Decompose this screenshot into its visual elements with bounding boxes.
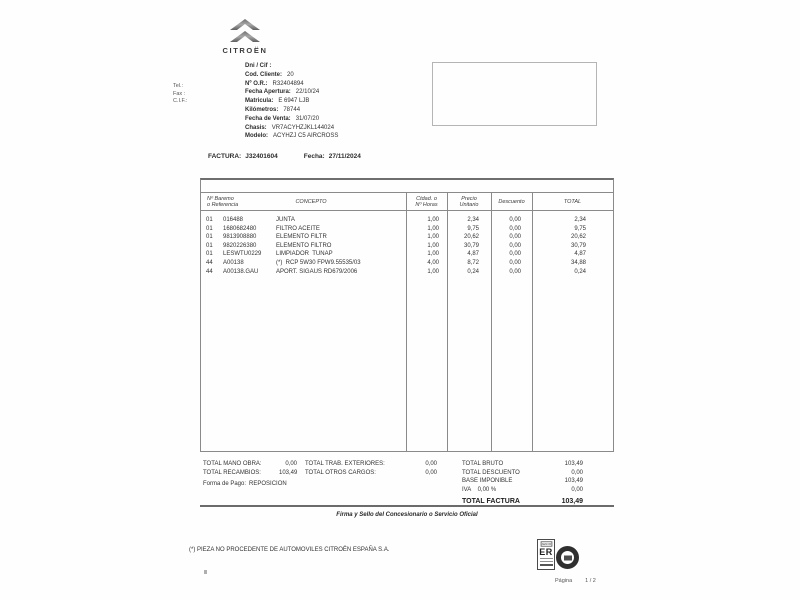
fecha-label: Fecha:: [303, 153, 325, 160]
table-row: 01 016488 JUNTA 1,00 2,34 0,00 2,34: [206, 217, 586, 223]
vehicle-info-block: [245, 62, 338, 141]
er-label: ER: [539, 547, 553, 557]
info-row: Fecha de Venta: 31/07/20: [245, 115, 320, 122]
table-row: 01 9813908880 ELEMENTO FILTR 1,00 20,62 0,00 20,62: [206, 234, 586, 241]
info-row: Nº O.R.: R32404894: [245, 80, 304, 87]
totals-row: IVA 0,00 % 0,00: [462, 487, 583, 494]
items-table: [200, 178, 614, 452]
totals-left-block: [203, 460, 443, 478]
page-number: [555, 578, 596, 584]
tel-label: Tel.:: [173, 83, 184, 89]
fecha-value: 27/11/2024: [328, 153, 361, 160]
info-row: Fecha Apertura: 22/10/24: [245, 89, 320, 96]
certification-seal-icon: [556, 546, 579, 569]
citroen-logo: [212, 18, 278, 55]
info-row: Matricula: E 6947 LJB: [245, 98, 310, 105]
header-total: TOTAL: [563, 198, 582, 205]
invoice-number-line: [208, 153, 361, 160]
table-header-row: [201, 192, 613, 211]
header-concepto: CONCEPTO: [295, 199, 327, 205]
fax-label: Fax :: [173, 90, 186, 97]
factura-number: J32401604: [245, 153, 278, 160]
totals-right-block: [462, 460, 583, 506]
totals-row: TOTAL DESCUENTO 0,00: [462, 469, 583, 476]
dealer-contact-block: [173, 83, 187, 106]
table-row: 01 9820226380 ELEMENTO FILTRO 1,00 30,79 0,00 30,79: [206, 242, 586, 249]
brand-name: CITROËN: [222, 46, 268, 55]
info-row: Dni / Cif :: [245, 63, 272, 69]
pagina-value: 1 / 2: [585, 578, 596, 584]
seal-core: [564, 555, 572, 560]
signature-line: Firma y Sello del Concesionario o Servicio Oficial: [336, 512, 478, 518]
stamp-text-bar: [540, 561, 553, 562]
pagina-label: Página: [555, 578, 573, 584]
table-row: 44 A00138 (*) RCP 5W30 FPW9.55535/03 4,00 8,72 0,00 34,88: [206, 259, 586, 266]
stamp-text-bar: [540, 558, 553, 559]
totals-row: BASE IMPONIBLE 103,49: [462, 478, 583, 485]
scan-artifact: [204, 570, 207, 574]
aenor-label: AENOR: [541, 542, 551, 546]
header-cantidad: Ctdad. o Nº Horas: [415, 196, 438, 209]
footnote: (*) PIEZA NO PROCEDENTE DE AUTOMOVILES CITROËN ESPAÑA S.A.: [189, 547, 390, 553]
header-referencia: Nº Baremo o Referencia: [207, 196, 239, 209]
info-row: Modelo: ACYHZJ C5 AIRCROSS: [245, 133, 339, 140]
table-row: 01 LESWTU0229 LIMPIADOR TUNAP 1,00 4,87 0,00 4,87: [206, 251, 586, 258]
separator-line: [200, 505, 614, 507]
info-row: Cod. Cliente: 20: [245, 71, 294, 78]
factura-label: FACTURA:: [208, 153, 242, 160]
client-address-box: [432, 62, 597, 126]
totals-row: TOTAL MANO OBRA: 0,00 TOTAL TRAB. EXTERIORES: 0,00: [203, 461, 437, 467]
header-precio-unitario: Precio Unitario: [459, 196, 479, 209]
stamp-text-bar: [540, 564, 553, 566]
table-row: 01 1680682480 FILTRO ACEITE 1,00 9,75 0,00 9,75: [206, 225, 586, 232]
citroen-chevrons-icon: [229, 18, 261, 44]
total-factura-row: TOTAL FACTURA 103,49: [462, 497, 583, 505]
totals-row: TOTAL BRUTO 103,49: [462, 461, 583, 467]
header-descuento: Descuento: [498, 198, 525, 205]
cif-label: C.I.F.:: [173, 98, 188, 104]
aenor-er-stamp-icon: [537, 539, 555, 570]
payment-method-line: Forma de Pago: REPOSICION: [203, 481, 287, 487]
table-body: [201, 216, 613, 276]
info-row: Kilómetros: 78744: [245, 106, 301, 113]
table-row: 44 A00138.GAU APORT. SIGAUS RD679/2006 1,00 0,24 0,00 0,24: [206, 268, 586, 275]
totals-row: TOTAL RECAMBIOS: 103,49 TOTAL OTROS CARGOS: 0,00: [203, 470, 437, 476]
info-row: Chasis: VR7ACYHZJKL144024: [245, 124, 335, 131]
